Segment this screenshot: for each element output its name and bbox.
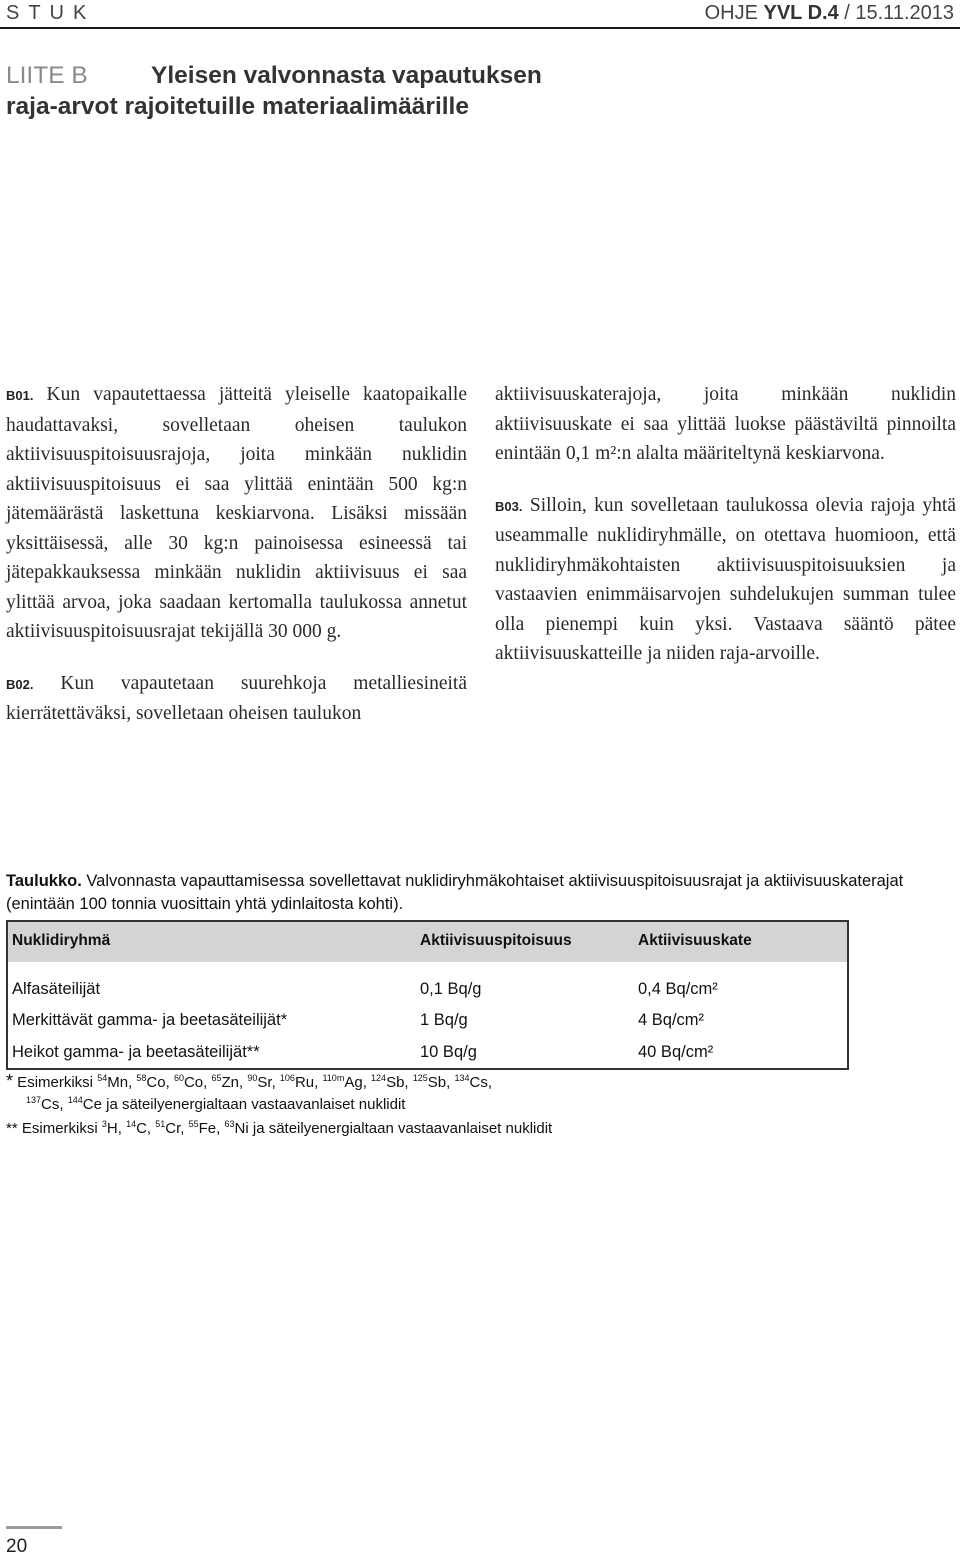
- nuclide: [68, 1096, 102, 1113]
- caption-text: Valvonnasta vapauttamisessa sovellettavat nuklidiryhmäkohtaiset aktiivisuuspitoisuusrajat ja aktiivisuuskaterajat (enintään 100 tonnia vuosittain yhtä ydinlaitosta kohti).: [6, 872, 904, 913]
- mass-number: 54: [97, 1073, 108, 1083]
- table-cell: 40 Bq/cm²: [638, 1042, 714, 1061]
- table-caption: [6, 870, 956, 916]
- footnote-lead: Esimerkiksi: [17, 1120, 102, 1137]
- element-symbol: Sr: [257, 1074, 272, 1091]
- mass-number: 55: [188, 1119, 199, 1129]
- table-cell: Alfasäteilijät: [12, 979, 101, 998]
- element-symbol: C: [136, 1120, 147, 1137]
- table-cell: 0,1 Bq/g: [420, 979, 482, 998]
- nuclide: [126, 1120, 147, 1137]
- footnote-tail: ja säteilyenergialtaan vastaavanlaiset nuklidit: [101, 1096, 406, 1113]
- page-number-rule: [6, 1526, 62, 1529]
- element-symbol: Mn: [107, 1074, 129, 1091]
- mass-number: 110m: [322, 1073, 345, 1083]
- table-cell: Merkittävät gamma- ja beetasäteilijät*: [12, 1010, 288, 1029]
- mass-number: 65: [211, 1073, 222, 1083]
- left-column: [6, 380, 467, 729]
- guide-date: / 15.11.2013: [838, 2, 954, 24]
- mass-number: 3: [101, 1119, 107, 1129]
- element-symbol: Co: [146, 1074, 166, 1091]
- mass-number: 125: [412, 1073, 428, 1083]
- table-cell: 10 Bq/g: [420, 1042, 477, 1061]
- table-row: [6, 1004, 849, 1036]
- nuclide-list: $^{137}$Cs, $^{144}$Ce: [26, 1095, 102, 1113]
- guide-code: YVL D.4: [763, 2, 839, 24]
- mass-number: 90: [247, 1073, 258, 1083]
- mass-number: 63: [224, 1119, 235, 1129]
- mass-number: 14: [126, 1119, 137, 1129]
- table-cell: 1 Bq/g: [420, 1010, 468, 1029]
- footnote-1: [6, 1070, 492, 1094]
- header-rule: [0, 27, 960, 29]
- mass-number: 106: [279, 1073, 295, 1083]
- nuclide: [225, 1120, 249, 1137]
- page-number: 20: [6, 1536, 28, 1557]
- mass-number: 144: [67, 1095, 83, 1105]
- title-line-1: Yleisen valvonnasta vapautuksen: [151, 62, 542, 89]
- table-cell: 0,4 Bq/cm²: [638, 979, 718, 998]
- mass-number: 60: [173, 1073, 184, 1083]
- paragraph-text: Kun vapautettaessa jätteitä yleiselle kaatopaikalle haudattavaksi, sovelletaan oheisen taulukon aktiivisuuspitoisuusrajoja, joita minkään nuklidin aktiivisuuspitoisuus ei saa ylittää enintään 500 kg:n jätemäärästä laskettuna keskiarvona. Lisäksi missään yksittäisessä, alle 30 kg:n painoisessa esineessä tai jätepakkauksessa minkään nuklidin aktiivisuus ei saa ylittää arvoa, joka saadaan kertomalla taulukossa annetut aktiivisuuspitoisuusrajat tekijällä 30 000 g.: [6, 384, 468, 642]
- title-line-2: raja-arvot rajoitetuille materiaalimäärille: [6, 93, 469, 120]
- paragraph-b02-continued: aktiivisuuskaterajoja, joita minkään nuklidin aktiivisuuskate ei saa ylittää luokse päästäviltä pinnoilta enintään 0,1 m²:n alalta määriteltynä keskiarvona.: [495, 384, 956, 464]
- right-column: [495, 380, 956, 669]
- nuclide: [189, 1120, 217, 1137]
- nuclide: [322, 1074, 362, 1091]
- element-symbol: Sb: [427, 1074, 447, 1091]
- paragraph-text: Silloin, kun sovelletaan taulukossa olevia rajoja yhtä useammalle nuklidiryhmälle, on otettava huomioon, että nuklidiryhmäkohtaisten aktiivisuuspitoisuuksien ja vastaavien enimmäisarvojen suhdelukujen summan tulee olla pienempi kuin yksi. Vastaava sääntö pätee aktiivisuuskatteille ja niiden raja-arvoille.: [495, 494, 956, 664]
- table-row: [6, 1036, 849, 1068]
- element-symbol: Cr: [165, 1120, 181, 1137]
- mass-number: 137: [26, 1095, 42, 1105]
- nuclide: [155, 1120, 180, 1137]
- appendix-label: LIITE B: [6, 62, 88, 89]
- footnote-marker: *: [6, 1071, 14, 1091]
- limits-table: [6, 920, 849, 1068]
- mass-number: 134: [454, 1073, 470, 1083]
- element-symbol: Sb: [386, 1074, 405, 1091]
- table-cell: Heikot gamma- ja beetasäteilijät**: [12, 1042, 260, 1061]
- nuclide: [26, 1096, 59, 1113]
- footnote-marker: **: [6, 1120, 18, 1137]
- column-header: Nuklidiryhmä: [6, 920, 414, 962]
- table-header-row: [6, 920, 849, 962]
- nuclide-list: $^3$H, $^{14}$C, $^{51}$Cr, $^{55}$Fe, $^{63}$Ni: [101, 1119, 249, 1137]
- nuclide: [174, 1074, 203, 1091]
- footnote-lead: Esimerkiksi: [13, 1074, 98, 1091]
- column-header: Aktiivisuuskate: [632, 920, 849, 962]
- nuclide: [280, 1074, 314, 1091]
- element-symbol: H: [106, 1120, 118, 1137]
- nuclide: [136, 1074, 165, 1091]
- page-title: [6, 60, 946, 122]
- nuclide: [97, 1074, 128, 1091]
- mass-number: 51: [155, 1119, 166, 1129]
- caption-label: Taulukko.: [6, 872, 82, 890]
- footnote-tail: ja säteilyenergialtaan vastaavanlaiset nuklidit: [248, 1120, 553, 1137]
- paragraph-number: B03.: [495, 498, 523, 514]
- nuclide-list: $^{54}$Mn, $^{58}$Co, $^{60}$Co, $^{65}$Zn, $^{90}$Sr, $^{106}$Ru, $^{110m}$Ag, $^{124}$Sb, $^{125}$Sb, $^{134}$Cs,: [97, 1073, 493, 1091]
- guide-prefix: OHJE: [704, 2, 758, 24]
- table-row: [6, 962, 849, 1004]
- paragraph-b01: [6, 380, 467, 647]
- org-name: STUK: [6, 2, 96, 24]
- element-symbol: Cs: [41, 1096, 60, 1113]
- footnote-2: [6, 1118, 552, 1140]
- paragraph-number: B01.: [6, 388, 34, 403]
- guide-reference: [705, 2, 954, 25]
- paragraph-number: B02.: [6, 676, 34, 692]
- nuclide: [211, 1074, 239, 1091]
- element-symbol: Ce: [82, 1096, 102, 1113]
- element-symbol: Ni: [234, 1120, 249, 1137]
- column-header: Aktiivisuuspitoisuus: [414, 920, 632, 962]
- paragraph-b02: [6, 669, 467, 729]
- nuclide: [413, 1074, 446, 1091]
- nuclide: [371, 1074, 404, 1091]
- paragraph-b03: [495, 491, 956, 669]
- paragraph-text: Kun vapautetaan suurehkoja metalliesineitä kierrätettäväksi, sovelletaan oheisen taulukon: [6, 672, 467, 724]
- footnote-1-continued: [26, 1094, 405, 1116]
- nuclide: [247, 1074, 271, 1091]
- element-symbol: Zn: [221, 1074, 240, 1091]
- element-symbol: Cs: [469, 1074, 488, 1091]
- nuclide: [102, 1120, 118, 1137]
- table-cell: 4 Bq/cm²: [638, 1010, 705, 1029]
- mass-number: 124: [371, 1073, 387, 1083]
- element-symbol: Co: [183, 1074, 204, 1091]
- element-symbol: Fe: [198, 1120, 217, 1137]
- element-symbol: Ru: [294, 1074, 315, 1091]
- mass-number: 58: [136, 1073, 147, 1083]
- nuclide: [455, 1074, 488, 1091]
- element-symbol: Ag: [344, 1074, 363, 1091]
